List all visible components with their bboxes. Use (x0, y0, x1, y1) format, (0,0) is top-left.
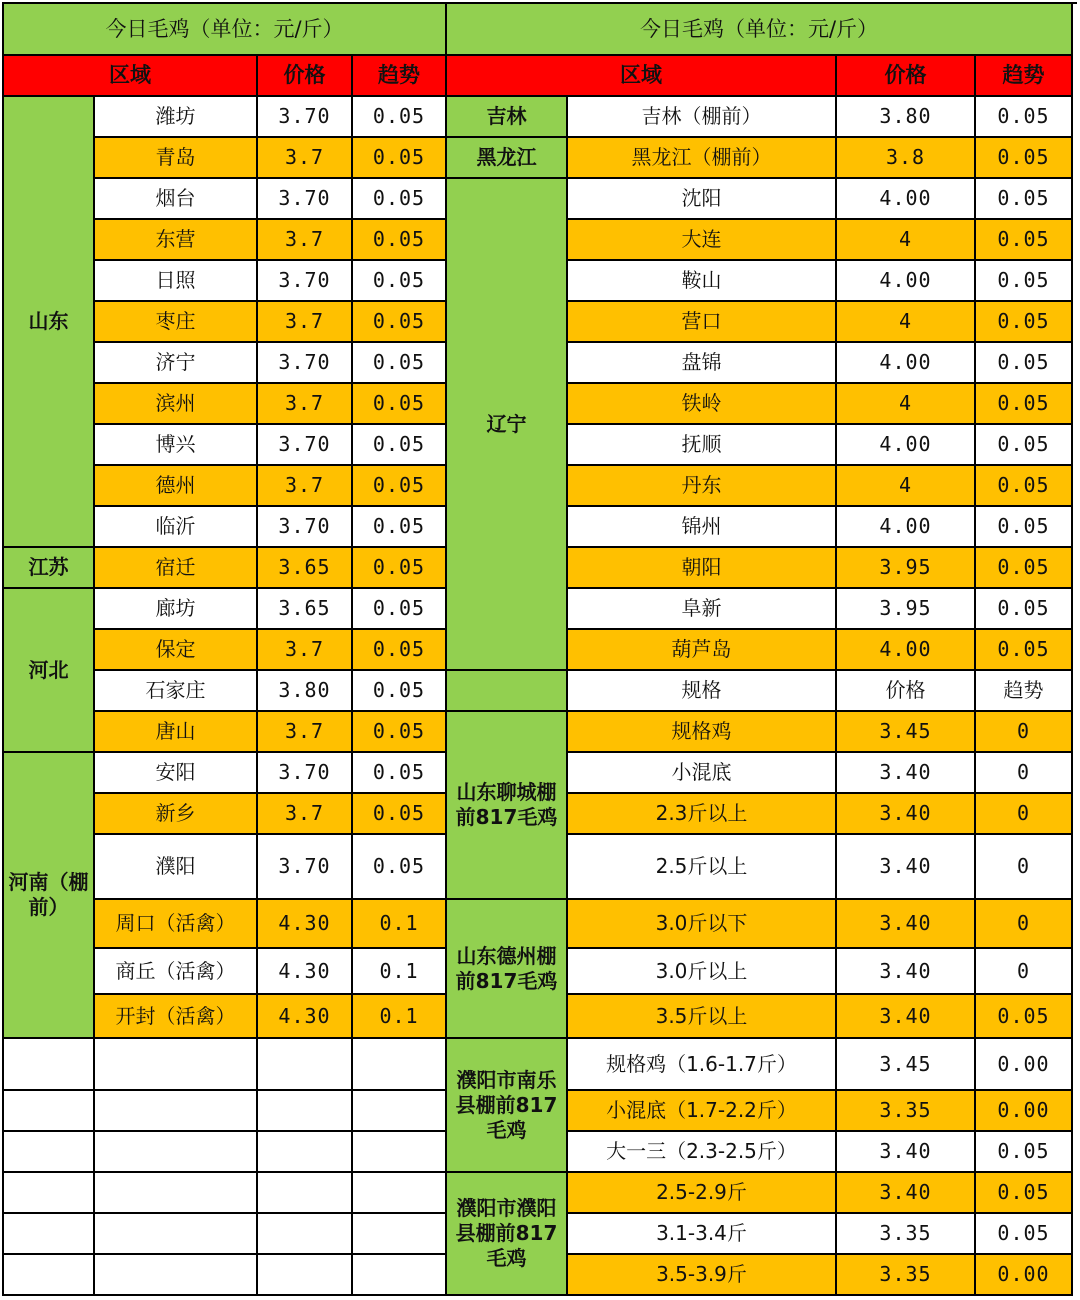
right-trend-cell: 0.05 (976, 138, 1073, 179)
province-cell-liaoning: 辽宁 (447, 179, 568, 671)
right-trend-cell: 0 (976, 712, 1073, 753)
left-price-cell: 3.65 (258, 548, 353, 589)
left-city-cell: 枣庄 (95, 302, 258, 343)
left-trend-cell: 0.05 (353, 630, 447, 671)
right-price-cell: 3.40 (837, 835, 976, 900)
province-cell-shandong: 山东 (4, 97, 95, 548)
right-price-cell: 4.00 (837, 630, 976, 671)
right-price-cell: 3.35 (837, 1091, 976, 1132)
right-trend-cell: 0.00 (976, 1039, 1073, 1091)
right-trend-cell: 0 (976, 794, 1073, 835)
right-trend-cell: 0.05 (976, 1132, 1073, 1173)
right-price-cell: 4 (837, 466, 976, 507)
right-price-cell: 3.40 (837, 900, 976, 949)
right-spec-cell: 3.5斤以上 (568, 995, 837, 1039)
left-city-cell: 临沂 (95, 507, 258, 548)
right-spec-cell: 锦州 (568, 507, 837, 548)
group-cell-liaocheng: 山东聊城棚前817毛鸡 (447, 712, 568, 900)
right-trend-cell: 0.05 (976, 548, 1073, 589)
left-region-header: 区域 (4, 56, 258, 97)
empty-cell (258, 1255, 353, 1296)
empty-cell (4, 1173, 95, 1214)
right-spec-cell: 营口 (568, 302, 837, 343)
right-price-cell: 3.40 (837, 1132, 976, 1173)
left-price-cell: 3.70 (258, 179, 353, 220)
empty-cell (95, 1091, 258, 1132)
right-spec-cell: 2.5斤以上 (568, 835, 837, 900)
right-price-cell: 3.80 (837, 97, 976, 138)
left-trend-cell: 0.05 (353, 466, 447, 507)
left-city-cell: 宿迁 (95, 548, 258, 589)
province-cell-heilongjiang: 黑龙江 (447, 138, 568, 179)
left-trend-cell: 0.1 (353, 949, 447, 995)
left-city-cell: 濮阳 (95, 835, 258, 900)
right-trend-cell: 0.05 (976, 302, 1073, 343)
left-trend-cell: 0.05 (353, 179, 447, 220)
empty-cell (258, 1214, 353, 1255)
left-trend-cell: 0.05 (353, 220, 447, 261)
left-trend-cell: 0.05 (353, 97, 447, 138)
right-price-cell: 4 (837, 302, 976, 343)
right-trend-cell: 0.05 (976, 425, 1073, 466)
left-city-cell: 东营 (95, 220, 258, 261)
province-cell-jiangsu: 江苏 (4, 548, 95, 589)
right-trend-cell: 0 (976, 753, 1073, 794)
right-spec-cell: 规格 (568, 671, 837, 712)
left-price-cell: 3.70 (258, 425, 353, 466)
right-spec-cell: 3.0斤以下 (568, 900, 837, 949)
right-price-cell: 3.40 (837, 753, 976, 794)
left-price-cell: 3.7 (258, 302, 353, 343)
empty-cell (4, 1255, 95, 1296)
right-table-title: 今日毛鸡（单位：元/斤） (447, 4, 1073, 56)
left-trend-cell: 0.05 (353, 138, 447, 179)
right-region-header: 区域 (447, 56, 837, 97)
right-price-cell: 4 (837, 220, 976, 261)
right-spec-cell: 铁岭 (568, 384, 837, 425)
right-spec-cell: 小混底（1.7-2.2斤） (568, 1091, 837, 1132)
right-spec-cell: 小混底 (568, 753, 837, 794)
empty-cell (353, 1255, 447, 1296)
right-spec-cell: 丹东 (568, 466, 837, 507)
left-price-cell: 3.7 (258, 630, 353, 671)
left-trend-cell: 0.05 (353, 507, 447, 548)
right-trend-cell: 0 (976, 835, 1073, 900)
group-cell-nanle: 濮阳市南乐县棚前817毛鸡 (447, 1039, 568, 1173)
left-trend-cell: 0.05 (353, 548, 447, 589)
right-trend-cell: 趋势 (976, 671, 1073, 712)
left-city-cell: 烟台 (95, 179, 258, 220)
left-trend-cell: 0.05 (353, 753, 447, 794)
right-trend-cell: 0.05 (976, 220, 1073, 261)
right-trend-cell: 0.05 (976, 507, 1073, 548)
province-cell-henan: 河南（棚前） (4, 753, 95, 1039)
empty-cell (4, 1039, 95, 1091)
left-city-cell: 新乡 (95, 794, 258, 835)
right-trend-cell: 0.05 (976, 261, 1073, 302)
left-price-cell: 3.7 (258, 794, 353, 835)
right-trend-cell: 0.05 (976, 630, 1073, 671)
empty-cell (95, 1214, 258, 1255)
left-city-cell: 博兴 (95, 425, 258, 466)
right-price-cell: 3.40 (837, 995, 976, 1039)
right-trend-cell: 0.00 (976, 1255, 1073, 1296)
left-city-cell: 开封（活禽） (95, 995, 258, 1039)
right-price-cell: 3.40 (837, 794, 976, 835)
left-city-cell: 周口（活禽） (95, 900, 258, 949)
left-price-cell: 3.80 (258, 671, 353, 712)
province-cell-hebei: 河北 (4, 589, 95, 753)
empty-cell (95, 1039, 258, 1091)
left-price-cell: 3.70 (258, 261, 353, 302)
left-trend-cell: 0.05 (353, 671, 447, 712)
right-spec-cell: 2.5-2.9斤 (568, 1173, 837, 1214)
left-trend-cell: 0.05 (353, 261, 447, 302)
right-spec-cell: 抚顺 (568, 425, 837, 466)
empty-cell (353, 1173, 447, 1214)
right-spec-cell: 黑龙江（棚前） (568, 138, 837, 179)
right-price-cell: 3.40 (837, 949, 976, 995)
right-spec-cell: 阜新 (568, 589, 837, 630)
empty-cell (353, 1214, 447, 1255)
empty-cell (353, 1039, 447, 1091)
left-price-cell: 3.7 (258, 384, 353, 425)
right-trend-cell: 0.05 (976, 97, 1073, 138)
left-price-cell: 3.70 (258, 507, 353, 548)
right-spec-cell: 3.5-3.9斤 (568, 1255, 837, 1296)
left-city-cell: 商丘（活禽） (95, 949, 258, 995)
left-city-cell: 石家庄 (95, 671, 258, 712)
left-price-cell: 4.30 (258, 949, 353, 995)
left-price-cell: 4.30 (258, 995, 353, 1039)
right-trend-cell: 0.05 (976, 995, 1073, 1039)
left-price-cell: 3.7 (258, 138, 353, 179)
left-price-header: 价格 (258, 56, 353, 97)
right-spec-cell: 朝阳 (568, 548, 837, 589)
price-table (2, 2, 1077, 1296)
left-city-cell: 滨州 (95, 384, 258, 425)
right-price-cell: 3.95 (837, 589, 976, 630)
left-price-cell: 3.70 (258, 753, 353, 794)
left-trend-cell: 0.05 (353, 794, 447, 835)
right-spec-cell: 大一三（2.3-2.5斤） (568, 1132, 837, 1173)
empty-cell (258, 1132, 353, 1173)
right-price-cell: 4.00 (837, 425, 976, 466)
left-trend-cell: 0.05 (353, 712, 447, 753)
right-trend-cell: 0.05 (976, 384, 1073, 425)
left-table-title: 今日毛鸡（单位：元/斤） (4, 4, 447, 56)
left-price-cell: 3.70 (258, 835, 353, 900)
empty-cell (353, 1091, 447, 1132)
right-trend-cell: 0.05 (976, 1173, 1073, 1214)
left-price-cell: 3.70 (258, 97, 353, 138)
left-trend-cell: 0.05 (353, 302, 447, 343)
left-price-cell: 4.30 (258, 900, 353, 949)
left-trend-cell: 0.1 (353, 995, 447, 1039)
right-price-cell: 3.35 (837, 1214, 976, 1255)
right-price-cell: 3.45 (837, 1039, 976, 1091)
left-city-cell: 日照 (95, 261, 258, 302)
left-trend-cell: 0.05 (353, 425, 447, 466)
right-trend-cell: 0.05 (976, 1214, 1073, 1255)
province-cell-jilin: 吉林 (447, 97, 568, 138)
right-price-cell: 4.00 (837, 261, 976, 302)
right-trend-cell: 0.05 (976, 343, 1073, 384)
right-spec-cell: 葫芦岛 (568, 630, 837, 671)
left-city-cell: 青岛 (95, 138, 258, 179)
empty-cell (258, 1039, 353, 1091)
left-trend-cell: 0.05 (353, 835, 447, 900)
empty-cell (258, 1173, 353, 1214)
empty-cell (4, 1132, 95, 1173)
right-price-cell: 3.95 (837, 548, 976, 589)
right-trend-header: 趋势 (976, 56, 1073, 97)
right-price-cell: 3.40 (837, 1173, 976, 1214)
left-trend-cell: 0.05 (353, 384, 447, 425)
right-trend-cell: 0 (976, 949, 1073, 995)
left-price-cell: 3.7 (258, 712, 353, 753)
left-price-cell: 3.65 (258, 589, 353, 630)
left-trend-cell: 0.05 (353, 343, 447, 384)
left-city-cell: 唐山 (95, 712, 258, 753)
right-price-cell: 3.35 (837, 1255, 976, 1296)
left-city-cell: 济宁 (95, 343, 258, 384)
empty-cell (95, 1255, 258, 1296)
right-price-cell: 4.00 (837, 343, 976, 384)
left-city-cell: 保定 (95, 630, 258, 671)
right-trend-cell: 0.05 (976, 466, 1073, 507)
left-trend-header: 趋势 (353, 56, 447, 97)
right-spec-cell: 大连 (568, 220, 837, 261)
empty-cell (258, 1091, 353, 1132)
right-trend-cell: 0 (976, 900, 1073, 949)
left-price-cell: 3.7 (258, 220, 353, 261)
left-trend-cell: 0.1 (353, 900, 447, 949)
left-city-cell: 廊坊 (95, 589, 258, 630)
spec-group-blank (447, 671, 568, 712)
empty-cell (95, 1132, 258, 1173)
group-cell-puyang: 濮阳市濮阳县棚前817毛鸡 (447, 1173, 568, 1296)
left-city-cell: 安阳 (95, 753, 258, 794)
right-price-cell: 4.00 (837, 179, 976, 220)
right-spec-cell: 3.0斤以上 (568, 949, 837, 995)
left-trend-cell: 0.05 (353, 589, 447, 630)
right-spec-cell: 3.1-3.4斤 (568, 1214, 837, 1255)
right-spec-cell: 2.3斤以上 (568, 794, 837, 835)
empty-cell (4, 1214, 95, 1255)
right-trend-cell: 0.05 (976, 179, 1073, 220)
group-cell-dezhou: 山东德州棚前817毛鸡 (447, 900, 568, 1039)
right-trend-cell: 0.05 (976, 589, 1073, 630)
right-trend-cell: 0.00 (976, 1091, 1073, 1132)
left-city-cell: 潍坊 (95, 97, 258, 138)
right-price-cell: 4 (837, 384, 976, 425)
right-price-cell: 3.8 (837, 138, 976, 179)
right-price-cell: 3.45 (837, 712, 976, 753)
right-spec-cell: 规格鸡（1.6-1.7斤） (568, 1039, 837, 1091)
empty-cell (353, 1132, 447, 1173)
right-spec-cell: 鞍山 (568, 261, 837, 302)
empty-cell (4, 1091, 95, 1132)
right-spec-cell: 吉林（棚前） (568, 97, 837, 138)
left-price-cell: 3.7 (258, 466, 353, 507)
right-spec-cell: 盘锦 (568, 343, 837, 384)
left-city-cell: 德州 (95, 466, 258, 507)
right-spec-cell: 规格鸡 (568, 712, 837, 753)
left-price-cell: 3.70 (258, 343, 353, 384)
right-spec-cell: 沈阳 (568, 179, 837, 220)
empty-cell (95, 1173, 258, 1214)
right-price-cell: 价格 (837, 671, 976, 712)
right-price-header: 价格 (837, 56, 976, 97)
right-price-cell: 4.00 (837, 507, 976, 548)
